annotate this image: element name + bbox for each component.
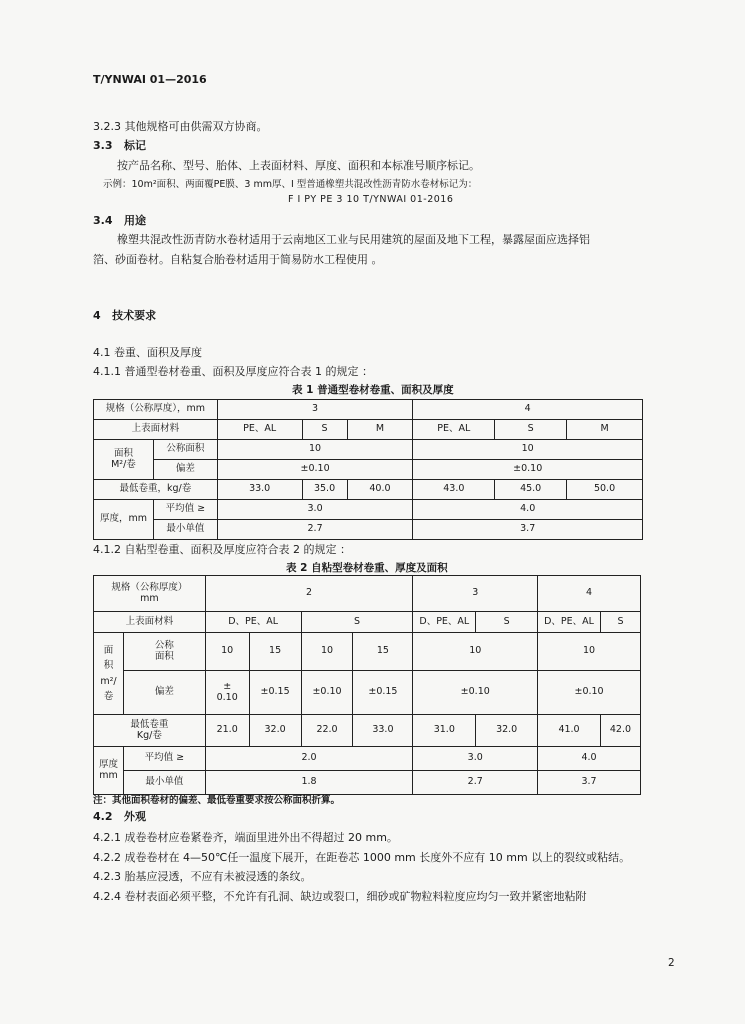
t2-nominal-label: 公称 面积 [123, 633, 205, 671]
clause-4-1-2: 4.1.2 自粘型卷重、面积及厚度应符合表 2 的规定 ： [93, 543, 351, 556]
t1-thick-label: 厚度，mm [94, 500, 154, 540]
t1-area-label: 面积 M²/卷 [94, 440, 154, 480]
clause-number: 3.3 [93, 139, 113, 152]
t2-dev: ±0.10 [413, 671, 538, 715]
clause-4-2-1: 4.2.1 成卷卷材应卷紧卷齐，端面里进外出不得超过 20 mm。 [93, 831, 398, 844]
clause-4-1: 4.1 卷重、面积及厚度 [93, 346, 202, 359]
table1 [93, 399, 643, 540]
t2-weight-label: 最低卷重 Kg/卷 [94, 715, 206, 747]
t2-surface: S [600, 612, 640, 633]
t1-weight: 33.0 [217, 480, 302, 500]
t2-nominal: 15 [249, 633, 301, 671]
t2-spec-4: 4 [538, 576, 641, 612]
section-number: 4 [93, 309, 101, 322]
clause-3-4-line1: 橡塑共混改性沥青防水卷材适用于云南地区工业与民用建筑的屋面及地下工程，暴露屋面应选择铝 [117, 233, 590, 246]
t2-weight: 41.0 [538, 715, 601, 747]
t2-nominal: 10 [301, 633, 353, 671]
clause-3-4-heading [93, 212, 146, 228]
clause-title: 外观 [124, 810, 146, 823]
t2-thick-label: 厚度mm [94, 747, 124, 795]
t2-min-4: 3.7 [538, 771, 641, 795]
t2-nominal: 10 [413, 633, 538, 671]
marking-code: F I PY PE 3 10 T/YNWAI 01-2016 [288, 194, 454, 205]
t1-avg-4: 4.0 [413, 500, 643, 520]
t2-min-3: 2.7 [413, 771, 538, 795]
clause-4-1-1: 4.1.1 普通型卷材卷重、面积及厚度应符合表 1 的规定 ： [93, 365, 373, 378]
t1-nominal-label: 公称面积 [153, 440, 217, 460]
t2-dev-first: ± 0.10 [205, 671, 249, 715]
clause-4-2-heading [93, 808, 146, 824]
clause-3-2-3: 3.2.3 其他规格可由供需双方协商。 [93, 120, 268, 133]
t1-min-4: 3.7 [413, 520, 643, 540]
clause-title: 标记 [124, 139, 146, 152]
t2-weight: 42.0 [600, 715, 640, 747]
t2-nominal: 10 [205, 633, 249, 671]
t1-min-3: 2.7 [217, 520, 413, 540]
t2-surface: D、PE、AL [205, 612, 301, 633]
t2-weight: 33.0 [353, 715, 413, 747]
page-number: 2 [668, 957, 675, 969]
section-4-heading [93, 307, 156, 323]
table2 [93, 575, 641, 795]
clause-3-4-line2: 箔、砂面卷材。自粘复合胎卷材适用于简易防水工程使用 。 [93, 253, 383, 266]
table2-caption: 表 2 自粘型卷材卷重、厚度及面积 [286, 562, 448, 574]
t2-min-label: 最小单值 [123, 771, 205, 795]
t1-avg-label: 平均值 ≥ [153, 500, 217, 520]
t1-surface-label: 上表面材料 [94, 420, 218, 440]
clause-4-2-3: 4.2.3 胎基应浸透，不应有未被浸透的条纹。 [93, 870, 312, 883]
t2-spec-label: 规格（公称厚度） mm [94, 576, 206, 612]
t2-min-2: 1.8 [205, 771, 413, 795]
t2-weight: 22.0 [301, 715, 353, 747]
t2-dev: ±0.15 [353, 671, 413, 715]
t2-avg-3: 3.0 [413, 747, 538, 771]
t2-weight: 31.0 [413, 715, 476, 747]
t2-spec-2: 2 [205, 576, 413, 612]
t2-surface: D、PE、AL [413, 612, 476, 633]
clause-3-3-heading [93, 137, 146, 153]
t2-weight: 32.0 [476, 715, 538, 747]
t2-dev-label: 偏差 [123, 671, 205, 715]
t1-surface: M [567, 420, 643, 440]
t1-dev-3: ±0.10 [217, 460, 413, 480]
t1-weight: 35.0 [302, 480, 347, 500]
clause-title: 用途 [124, 214, 146, 227]
clause-4-2-4: 4.2.4 卷材表面必须平整，不允许有孔洞、缺边或裂口，细砂或矿物粒料粒度应均匀一致并紧密地粘附 [93, 890, 587, 903]
t1-nominal-4: 10 [413, 440, 643, 460]
t2-weight: 21.0 [205, 715, 249, 747]
t1-min-label: 最小单值 [153, 520, 217, 540]
t1-surface: PE、AL [413, 420, 495, 440]
t1-weight: 45.0 [495, 480, 567, 500]
t1-surface: S [302, 420, 347, 440]
doc-code: T/YNWAI 01—2016 [93, 73, 207, 86]
clause-number: 4.2 [93, 810, 113, 823]
t2-avg-4: 4.0 [538, 747, 641, 771]
t1-surface: M [347, 420, 413, 440]
t2-surface: S [476, 612, 538, 633]
t1-weight-label: 最低卷重，kg/卷 [94, 480, 218, 500]
t2-dev: ±0.10 [538, 671, 641, 715]
t2-spec-3: 3 [413, 576, 538, 612]
clause-3-3-text: 按产品名称、型号、胎体、上表面材料、厚度、面积和本标准号顺序标记。 [117, 159, 480, 172]
t2-surface-label: 上表面材料 [94, 612, 206, 633]
table1-caption: 表 1 普通型卷材卷重、面积及厚度 [292, 384, 454, 396]
t1-weight: 50.0 [567, 480, 643, 500]
t2-avg-2: 2.0 [205, 747, 413, 771]
t2-surface: D、PE、AL [538, 612, 601, 633]
marking-example: 示例：10m²面积、两面覆PE膜、3 mm厚、I 型普通橡塑共混改性沥青防水卷材标记为： [103, 179, 478, 190]
t2-dev: ±0.10 [301, 671, 353, 715]
t2-avg-label: 平均值 ≥ [123, 747, 205, 771]
t2-area-label: 面 积 m²/ 卷 [94, 633, 124, 715]
clause-4-2-2: 4.2.2 成卷卷材在 4—50℃任一温度下展开，在距卷芯 1000 mm 长度外不应有 10 mm 以上的裂纹或粘结。 [93, 851, 631, 864]
t1-dev-label: 偏差 [153, 460, 217, 480]
t1-weight: 40.0 [347, 480, 413, 500]
t1-nominal-3: 10 [217, 440, 413, 460]
t1-dev-4: ±0.10 [413, 460, 643, 480]
clause-number: 3.4 [93, 214, 113, 227]
t1-surface: S [495, 420, 567, 440]
t1-spec-4: 4 [413, 400, 643, 420]
t2-nominal: 15 [353, 633, 413, 671]
t1-surface: PE、AL [217, 420, 302, 440]
t2-surface: S [301, 612, 413, 633]
table2-note: 注：其他面积卷材的偏差、最低卷重要求按公称面积折算。 [93, 795, 341, 806]
t1-avg-3: 3.0 [217, 500, 413, 520]
t2-dev: ±0.15 [249, 671, 301, 715]
t1-spec-3: 3 [217, 400, 413, 420]
t2-nominal: 10 [538, 633, 641, 671]
t1-spec-label: 规格（公称厚度），mm [94, 400, 218, 420]
t1-weight: 43.0 [413, 480, 495, 500]
section-title: 技术要求 [112, 309, 157, 322]
t2-weight: 32.0 [249, 715, 301, 747]
